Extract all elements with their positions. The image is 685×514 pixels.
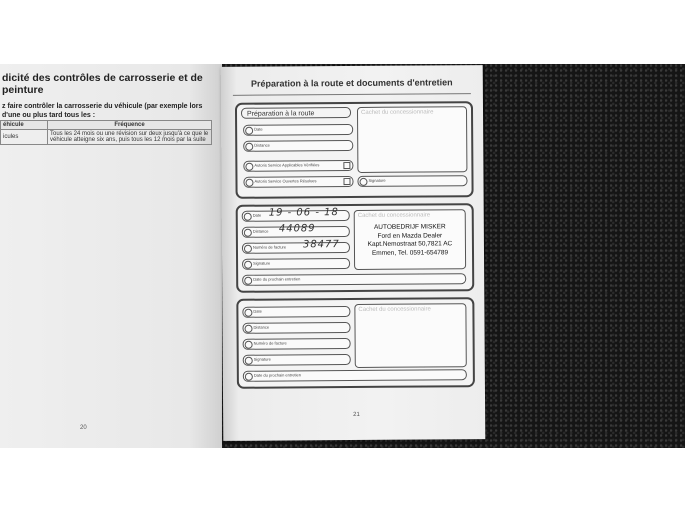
field-circle-icon	[244, 212, 252, 220]
dealer-stamp-box	[354, 303, 466, 368]
invoice-number-field	[242, 239, 350, 254]
date-field	[243, 124, 353, 136]
distance-field	[242, 322, 350, 334]
stamp-line: Ford en Mazda Dealer	[377, 231, 443, 240]
stamp-box-label: Cachet du concessionnaire	[361, 109, 434, 116]
left-page-number: 20	[80, 425, 87, 431]
field-label: Distance	[253, 324, 270, 330]
field-circle-icon	[245, 372, 253, 380]
dealer-stamp-box	[354, 209, 466, 270]
table-cell: Tous les 24 mois ou une révision sur deux jusqu'à ce que le véhicule atteigne six ans, puis tous les 12 mois par la suite	[48, 130, 212, 145]
next-service-field	[242, 273, 466, 286]
date-field	[242, 207, 350, 222]
field-circle-icon	[244, 324, 252, 332]
field-label: Distance	[254, 142, 270, 148]
left-page	[0, 64, 222, 448]
stamp-box-label: Cachet du concessionnaire	[357, 212, 431, 219]
field-circle-icon	[245, 356, 253, 364]
road-prep-block	[235, 101, 474, 199]
handwritten-date: 19 - 06 - 18	[268, 207, 339, 219]
signature-field	[357, 175, 467, 187]
field-label: Autoris Service Applicables Vérifiées	[254, 162, 320, 168]
field-label: Signature	[368, 177, 386, 183]
left-page-intro: z faire contrôler la carrosserie du véhicule (par exemple lors d'une ou plus tard tous les :	[2, 103, 203, 119]
distance-field	[243, 140, 353, 152]
checkbox-icon	[343, 162, 350, 169]
field-circle-icon	[245, 178, 253, 186]
stamp-line: AUTOBEDRIJF MISKER	[373, 223, 446, 231]
stamp-box-label: Cachet du concessionnaire	[358, 306, 431, 313]
field-label: Date	[252, 212, 262, 218]
field-circle-icon	[245, 340, 253, 348]
table-header: éhicule	[1, 121, 48, 130]
signature-field	[243, 354, 351, 366]
dealer-stamp	[355, 223, 465, 258]
table-cell: icules	[1, 130, 48, 145]
service-record-block-2	[236, 297, 475, 389]
field-circle-icon	[244, 260, 252, 268]
field-label: Signature	[253, 356, 271, 362]
frequency-table	[0, 120, 212, 145]
photo-scene	[0, 64, 685, 448]
field-circle-icon	[245, 162, 253, 170]
title-divider	[233, 93, 471, 96]
signature-field	[242, 258, 350, 270]
date-field	[242, 306, 350, 318]
handwritten-invoice: 38477	[302, 239, 340, 251]
field-label: Distance	[252, 228, 269, 234]
left-page-title: dicité des contrôles de carrosserie et de peinture	[2, 72, 203, 96]
handwritten-distance: 44089	[278, 223, 316, 235]
field-label: Date	[254, 126, 263, 132]
field-circle-icon	[245, 142, 253, 150]
field-label: Date	[253, 308, 262, 314]
table-header: Fréquence	[48, 121, 212, 130]
road-prep-heading: Préparation à la route	[241, 107, 351, 119]
field-label: Numéro de facture	[253, 340, 287, 346]
distance-field	[242, 223, 350, 238]
field-circle-icon	[244, 308, 252, 316]
stamp-line: Emmen, Tel. 0591-654789	[371, 248, 449, 257]
stamp-line: Kapt.Nemostraat 50,7821 AC	[367, 240, 453, 248]
field-label: Date du prochain entretien	[253, 372, 302, 378]
right-page-number: 21	[353, 411, 360, 419]
field-circle-icon	[244, 276, 252, 284]
field-circle-icon	[359, 177, 367, 185]
dealer-stamp-box	[357, 106, 467, 173]
field-label: Signature	[253, 260, 271, 266]
right-page-title: Préparation à la route et documents d'entretien	[250, 77, 453, 89]
field-label: Date du prochain entretien	[253, 276, 301, 282]
field-label: Numéro de facture	[252, 244, 287, 250]
next-service-field	[243, 369, 467, 382]
field-circle-icon	[244, 244, 252, 252]
field-label: Autoris Service Ouvertes Résolues	[254, 178, 317, 184]
service-record-block-1	[236, 203, 475, 293]
invoice-number-field	[243, 338, 351, 350]
open-actions-field	[243, 176, 353, 188]
checkbox-icon	[343, 178, 350, 185]
right-page	[221, 65, 486, 441]
field-circle-icon	[244, 228, 252, 236]
table-row	[1, 130, 212, 145]
field-circle-icon	[245, 126, 253, 134]
applicable-actions-field	[243, 160, 353, 172]
